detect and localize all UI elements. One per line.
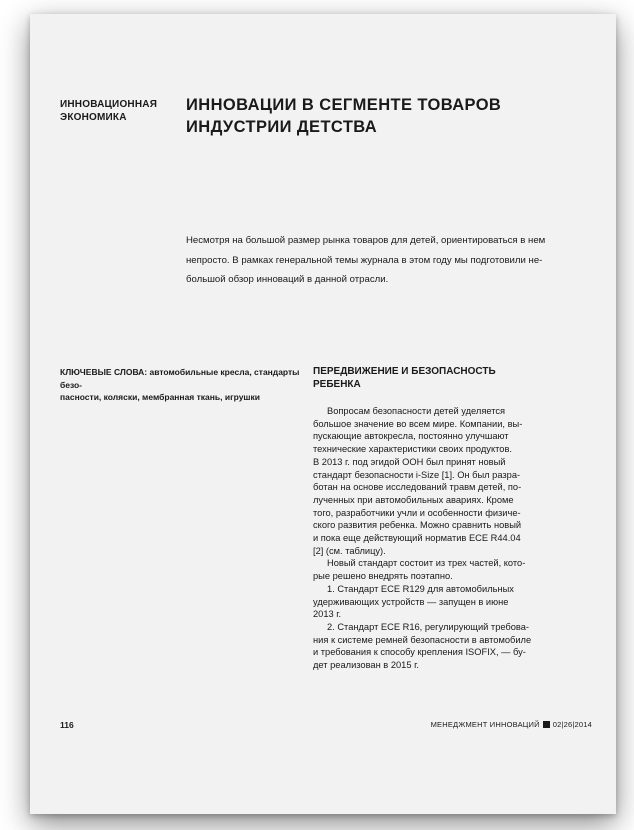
keywords-block: [60, 366, 320, 404]
square-bullet-icon: [543, 721, 550, 728]
article-title-line: ИННОВАЦИИ В СЕГМЕНТЕ ТОВАРОВ: [186, 96, 502, 114]
subheading-line: РЕБЕНКА: [313, 379, 361, 390]
body-line: удерживающих устройств — запущен в июне: [313, 596, 509, 607]
body-line: лученных при автомобильных авариях. Кроме: [313, 494, 514, 505]
body-line: ботан на основе исследований травм детей, по-: [313, 482, 522, 493]
body-line: того, разработчики учли и особенности физиче-: [313, 507, 521, 518]
body-line: В 2013 г. под эгидой ООН был принят новый: [313, 456, 506, 467]
lead-line: Несмотря на большой размер рынка товаров для детей, ориентироваться в нем: [186, 235, 546, 246]
section-label: [60, 98, 180, 124]
body-line: пускающие автокресла, постоянно улучшают: [313, 431, 509, 442]
article-title-line: ИНДУСТРИИ ДЕТСТВА: [186, 118, 378, 136]
subheading-line: ПЕРЕДВИЖЕНИЕ И БЕЗОПАСНОСТЬ: [313, 366, 496, 377]
section-label-line: ЭКОНОМИКА: [60, 112, 127, 123]
body-line: технические характеристики своих продуктов.: [313, 444, 512, 455]
body-line: Вопросам безопасности детей уделяется: [327, 406, 506, 416]
journal-name: МЕНЕДЖМЕНТ ИННОВАЦИЙ: [430, 720, 540, 729]
body-text: [313, 405, 553, 672]
lead-line: непросто. В рамках генеральной темы журнала в этом году мы подготовили не-: [186, 254, 543, 266]
keywords-label: КЛЮЧЕВЫЕ СЛОВА:: [60, 367, 148, 377]
lead-paragraph: [186, 231, 556, 290]
page-number: 116: [60, 720, 74, 730]
keywords-text: пасности, коляски, мембранная ткань, игрушки: [60, 392, 260, 402]
body-line: [2] (см. таблицу).: [313, 545, 386, 556]
body-line: дет реализован в 2015 г.: [313, 660, 419, 671]
issue-number: 02|26|2014: [552, 720, 592, 729]
body-line: 2. Стандарт ECE R16, регулирующий требова-: [327, 621, 530, 632]
body-line: и требования к способу крепления ISOFIX, — бу-: [313, 647, 526, 658]
article-title: [186, 94, 526, 138]
body-line: ского развития ребенка. Можно сравнить новый: [313, 520, 522, 531]
lead-line: большой обзор инноваций в данной отрасли.: [186, 274, 389, 285]
section-label-line: ИННОВАЦИОННАЯ: [60, 99, 158, 110]
body-line: 1. Стандарт ECE R129 для автомобильных: [327, 583, 514, 594]
body-line: 2013 г.: [313, 609, 342, 620]
body-line: рые решено внедрять поэтапно.: [313, 571, 453, 582]
body-line: ния к системе ремней безопасности в автомобиле: [313, 634, 532, 645]
body-line: большое значение во всем мире. Компании, вы-: [313, 418, 523, 429]
section-subheading: [313, 365, 553, 391]
keywords-line: [60, 366, 320, 391]
keywords-text: автомобильные кресла, стандарты безо-: [60, 367, 300, 390]
body-line: и пока еще действующий норматив ECE R44.04: [313, 533, 521, 544]
body-line: Новый стандарт состоит из трех частей, кото-: [327, 558, 526, 569]
running-footer: [431, 720, 592, 729]
body-line: стандарт безопасности i-Size [1]. Он был разра-: [313, 469, 521, 480]
keywords-line: [60, 391, 320, 404]
